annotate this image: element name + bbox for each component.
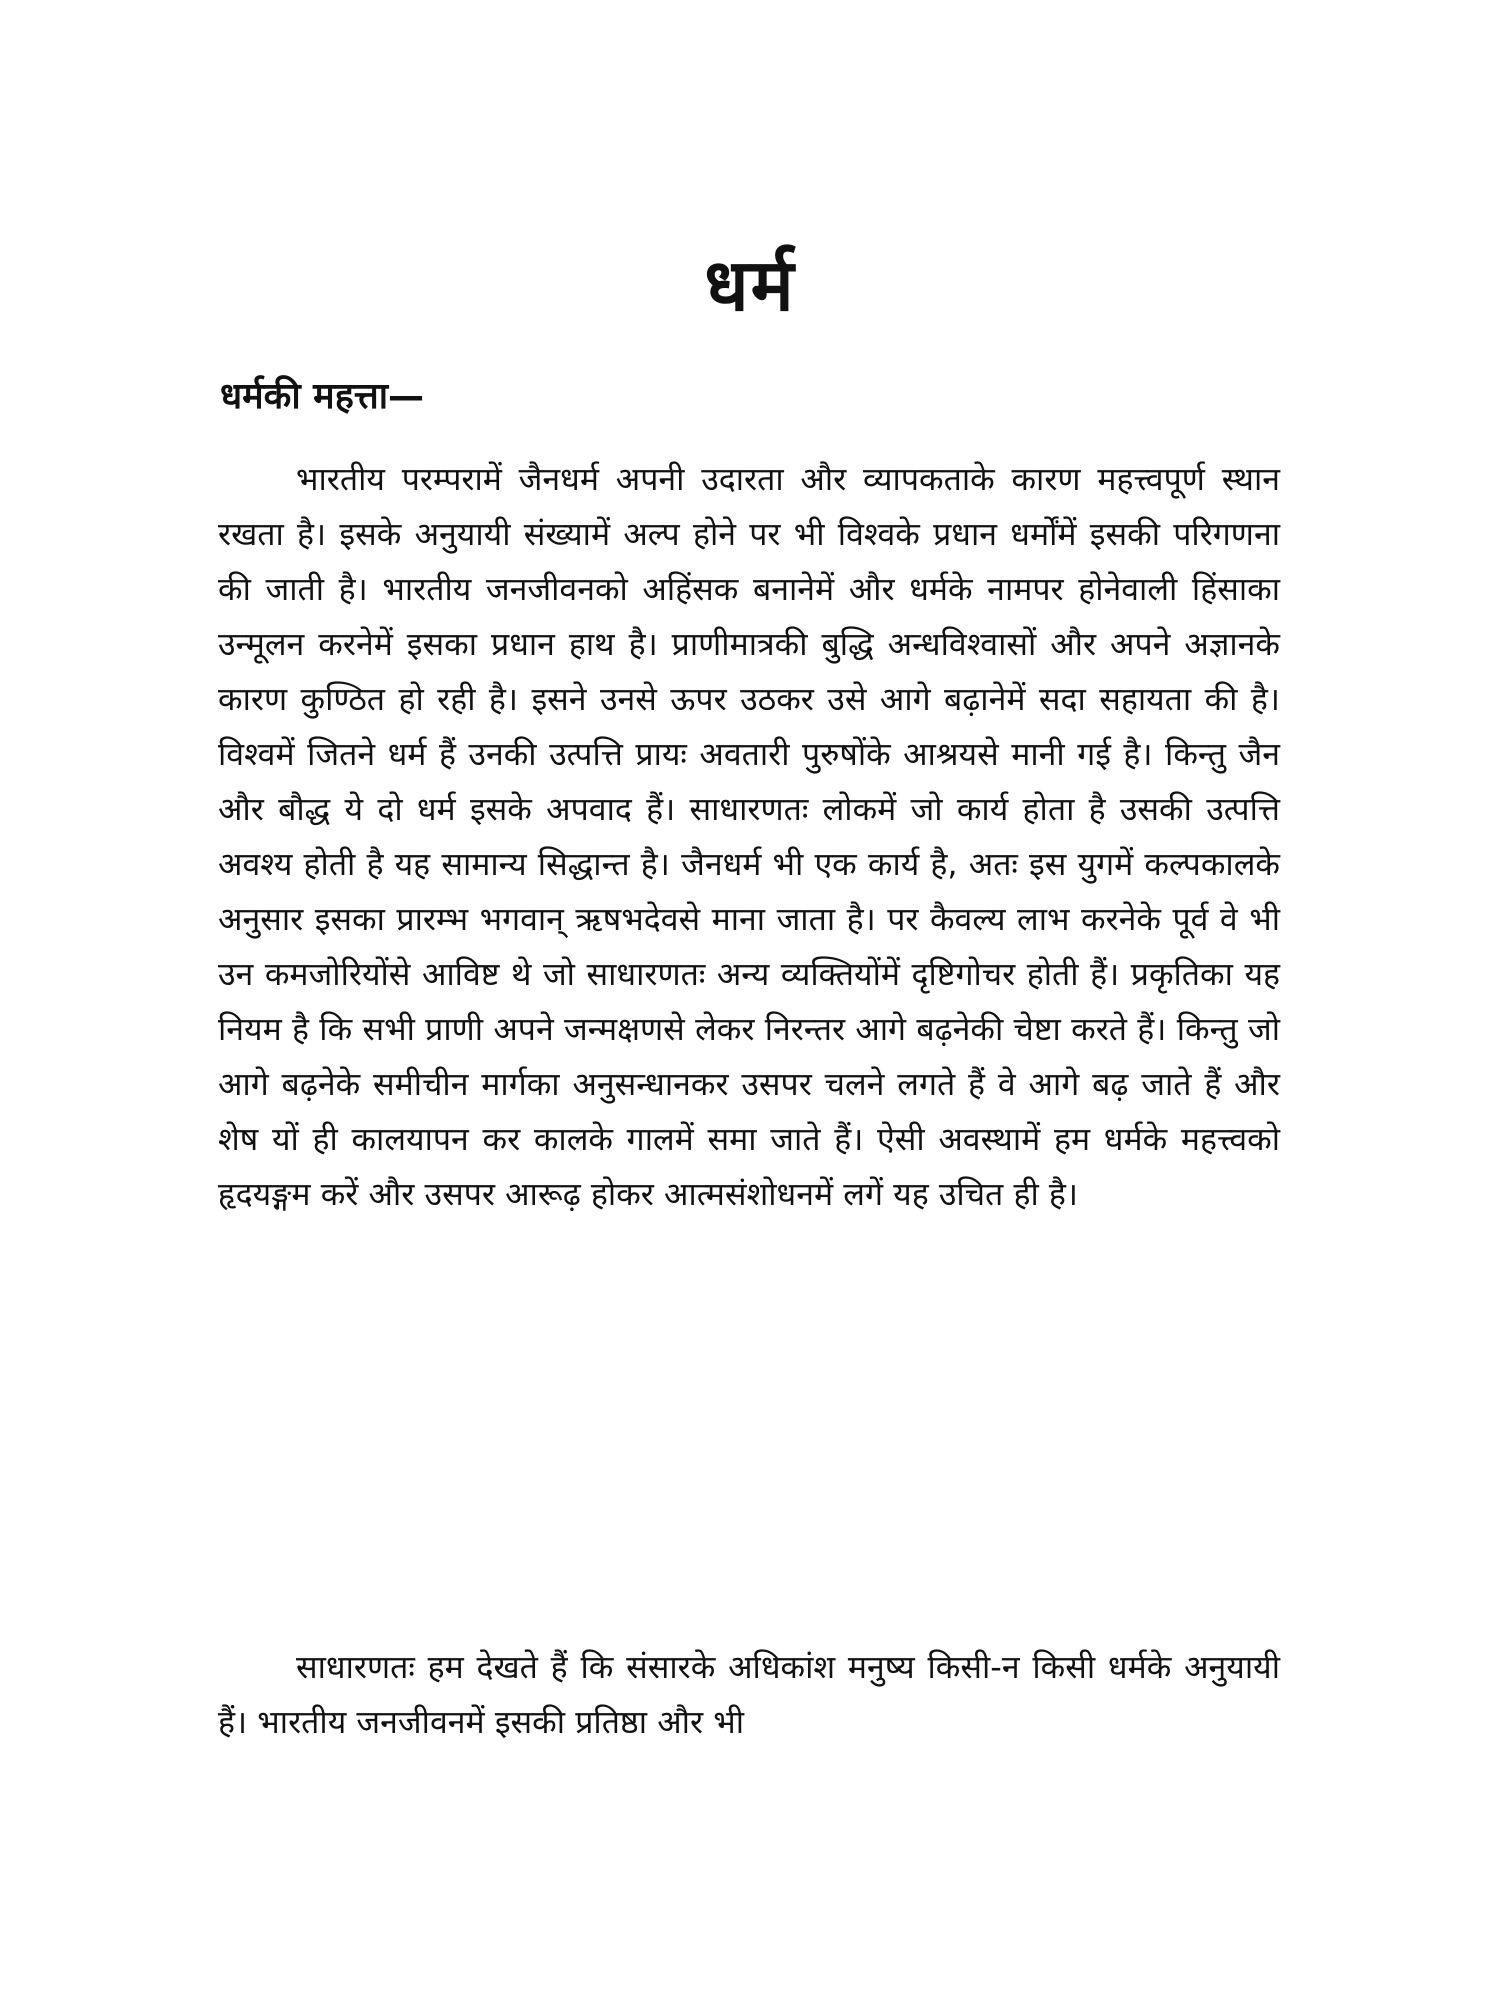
- paragraph: साधारणतः हम देखते हैं कि संसारके अधिकांश मनुष्य किसी-न किसी धर्मके अनुयायी हैं। भारतीय जनजीवनमें इसकी प्रतिष्ठा और भी: [218, 1648, 1280, 1741]
- chapter-title: धर्म: [704, 243, 796, 327]
- paragraph: भारतीय परम्परामें जैनधर्म अपनी उदारता और व्यापकताके कारण महत्त्वपूर्ण स्थान रखता है। इसके अनुयायी संख्यामें अल्प होने पर भी विश्वके प्रधान धर्मोंमें इसकी परिगणना की जाती है। भारतीय जनजीवनको अहिंसक बनानेमें और धर्मके नामपर होनेवाली हिंसाका उन्मूलन करनेमें इसका प्रधान हाथ है। प्राणीमात्रकी बुद्धि अन्धविश्वासों और अपने अज्ञानके कारण कुण्ठित हो रही है। इसने उनसे ऊपर उठकर उसे आगे बढ़ानेमें सदा सहायता की है। विश्वमें जितने धर्म हैं उनकी उत्पत्ति प्रायः अवतारी पुरुषोंके आश्रयसे मानी गई है। किन्तु जैन और बौद्ध ये दो धर्म इसके अपवाद हैं। साधारणतः लोकमें जो कार्य होता है उसकी उत्पत्ति अवश्य होती है यह सामान्य सिद्धान्त है। जैनधर्म भी एक कार्य है, अतः इस युगमें कल्पकालके अनुसार इसका प्रारम्भ भगवान् ऋषभदेवसे माना जाता है। पर कैवल्य लाभ करनेके पूर्व वे भी उन कमजोरियोंसे आविष्ट थे जो साधारणतः अन्य व्यक्तियोंमें दृष्टिगोचर होती हैं। प्रकृतिका यह नियम है कि सभी प्राणी अपने जन्मक्षणसे लेकर निरन्तर आगे बढ़नेकी चेष्टा करते हैं। किन्तु जो आगे बढ़नेके समीचीन मार्गका अनुसन्धानकर उसपर चलने लगते हैं वे आगे बढ़ जाते हैं और शेष यों ही कालयापन कर कालके गालमें समा जाते हैं। ऐसी अवस्थामें हम धर्मके महत्त्वको हृदयङ्गम करें और उसपर आरूढ़ होकर आत्मसंशोधनमें लगें यह उचित ही है।: [218, 460, 1280, 1213]
- section-heading: धर्मकी महत्ता—: [220, 376, 425, 417]
